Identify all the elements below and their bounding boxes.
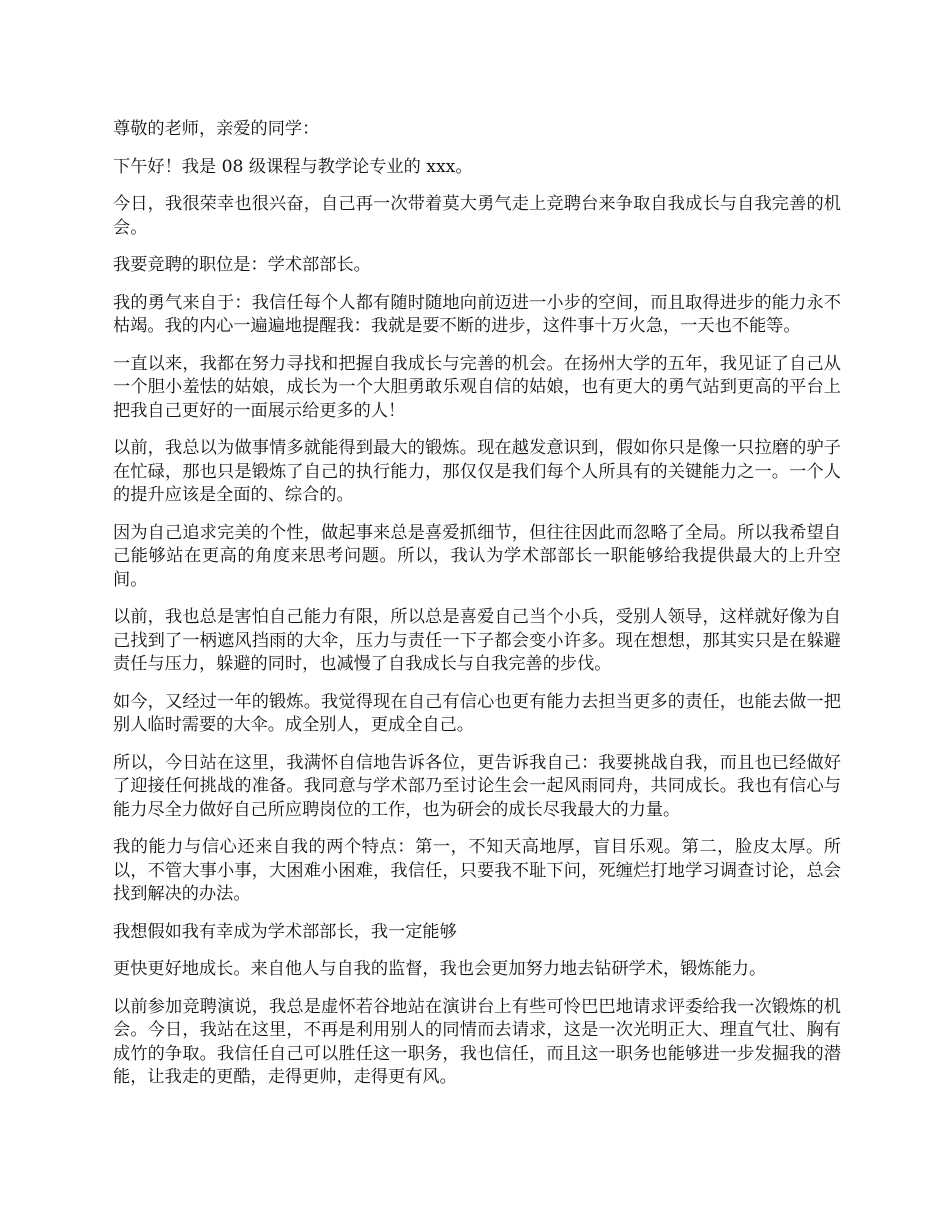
body-paragraph: 以前，我也总是害怕自己能力有限，所以总是喜爱自己当个小兵，受别人领导，这样就好像为自己找到了一柄遮风挡雨的大伞，压力与责任一下子都会变小许多。现在想想，那其实只是在躲避责任与压力，躲避的同时，也减慢了自我成长与自我完善的步伐。: [113, 607, 841, 674]
body-paragraph: 一直以来，我都在努力寻找和把握自我成长与完善的机会。在扬州大学的五年，我见证了自己从一个胆小羞怯的姑娘，成长为一个大胆勇敢乐观自信的姑娘，也有更大的勇气站到更高的平台上把我自己更好的一面展示给更多的人！: [113, 353, 841, 421]
document-body: [113, 118, 841, 1104]
body-paragraph: 我的能力与信心还来自我的两个特点：第一，不知天高地厚，盲目乐观。第二，脸皮太厚。所以，不管大事小事，大困难小困难，我信任，只要我不耻下问，死缠烂打地学习调查讨论，总会找到解决的办法。: [113, 837, 841, 904]
body-paragraph: 更快更好地成长。来自他人与自我的监督，我也会更加努力地去钻研学术，锻炼能力。: [113, 959, 767, 979]
body-paragraph: 如今，又经过一年的锻炼。我觉得现在自己有信心也更有能力去担当更多的责任，也能去做一把别人临时需要的大伞。成全别人，更成全自己。: [113, 691, 841, 735]
body-paragraph: 因为自己追求完美的个性，做起事来总是喜爱抓细节，但往往因此而忽略了全局。所以我希望自己能够站在更高的角度来思考问题。所以，我认为学术部部长一职能够给我提供最大的上升空间。: [113, 522, 841, 590]
closing-paragraph: 以前参加竞聘演说，我总是虚怀若谷地站在演讲台上有些可怜巴巴地请求评委给我一次锻炼的机会。今日，我站在这里，不再是利用别人的同情而去请求，这是一次光明正大、理直气壮、胸有成竹的争取。我信任自己可以胜任这一职务，我也信任，而且这一职务也能够进一步发掘我的潜能，让我走的更酷，走得更帅，走得更有风。: [113, 996, 841, 1087]
body-paragraph: 我要竞聘的职位是：学术部部长。: [113, 255, 371, 275]
body-paragraph: 以前，我总以为做事情多就能得到最大的锻炼。现在越发意识到，假如你只是像一只拉磨的驴子在忙碌，那也只是锻炼了自己的执行能力，那仅仅是我们每个人所具有的关键能力之一。一个人的提升应该是全面的、综合的。: [113, 438, 841, 505]
greeting-paragraph: 下午好！我是 08 级课程与教学论专业的 xxx。: [113, 156, 473, 177]
body-paragraph: 今日，我很荣幸也很兴奋，自己再一次带着莫大勇气走上竞聘台来争取自我成长与自我完善的机会。: [113, 194, 841, 238]
body-paragraph: 我想假如我有幸成为学术部部长，我一定能够: [113, 921, 457, 942]
body-paragraph: 我的勇气来自于：我信任每个人都有随时随地向前迈进一小步的空间，而且取得进步的能力永不枯竭。我的内心一遍遍地提醒我：我就是要不断的进步，这件事十万火急，一天也不能等。: [113, 292, 841, 336]
body-paragraph: 所以，今日站在这里，我满怀自信地告诉各位，更告诉我自己：我要挑战自我，而且也已经做好了迎接任何挑战的准备。我同意与学术部乃至讨论生会一起风雨同舟，共同成长。我也有信心与能力尽全力做好自己所应聘岗位的工作，也为研会的成长尽我最大的力量。: [113, 752, 841, 820]
salutation: 尊敬的老师，亲爱的同学：: [113, 119, 320, 139]
